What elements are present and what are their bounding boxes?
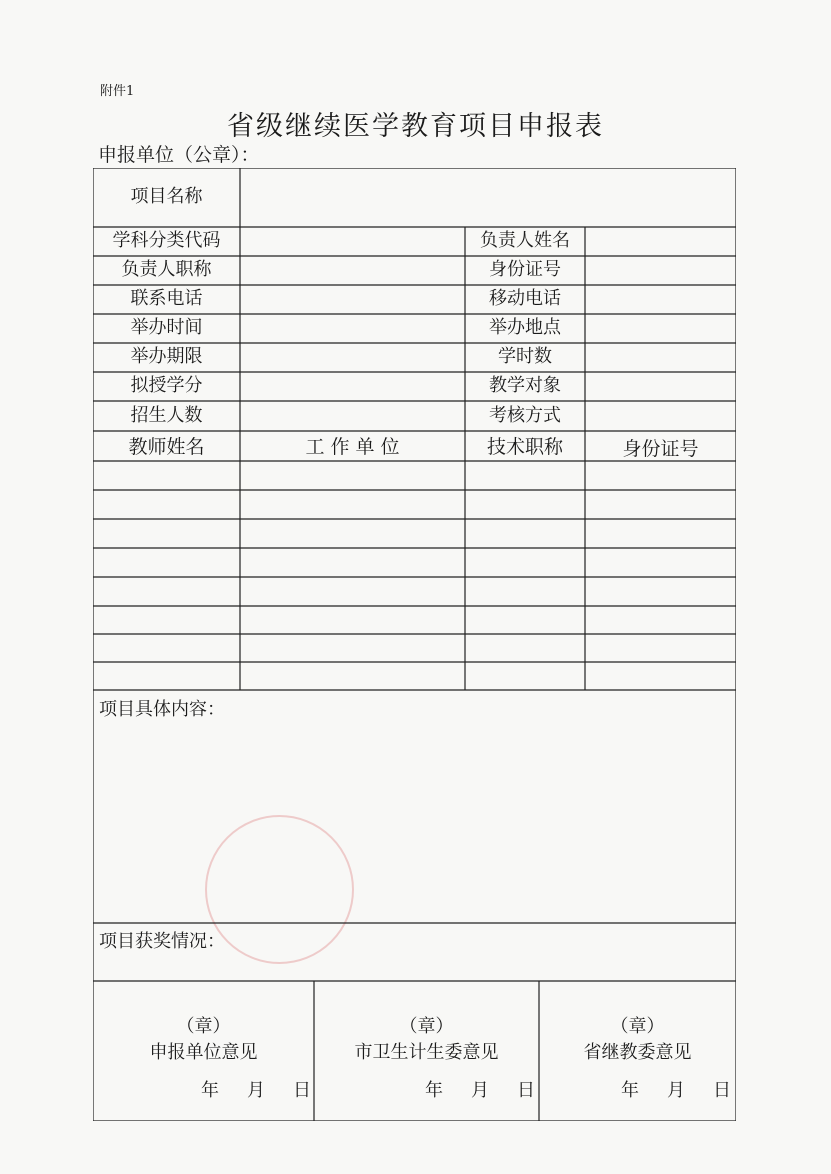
seal-placeholder: （章） bbox=[399, 1016, 454, 1037]
applicant-unit-label: 申报单位（公章）： bbox=[98, 144, 260, 166]
seal-placeholder: （章） bbox=[610, 1016, 665, 1037]
signature-label: 申报单位意见 bbox=[149, 1042, 258, 1063]
application-form bbox=[93, 168, 736, 1121]
header-teacher-id: 身份证号 bbox=[622, 438, 699, 460]
signature-block-province bbox=[539, 1014, 736, 1066]
label-project-awards: 项目获奖情况： bbox=[99, 931, 225, 952]
label-phone: 联系电话 bbox=[130, 288, 203, 309]
label-hold-time: 举办时间 bbox=[130, 317, 203, 338]
label-leader-name: 负责人姓名 bbox=[480, 230, 570, 251]
label-project-content: 项目具体内容： bbox=[99, 699, 225, 720]
seal-placeholder: （章） bbox=[176, 1016, 231, 1037]
label-class-hours: 学时数 bbox=[498, 346, 552, 367]
header-tech-title: 技术职称 bbox=[486, 436, 563, 458]
signature-block-city bbox=[314, 1014, 539, 1066]
header-work-unit: 工 作 单 位 bbox=[305, 436, 400, 458]
signature-label: 市卫生计生委意见 bbox=[354, 1042, 499, 1063]
signature-label: 省继教委意见 bbox=[583, 1042, 692, 1063]
header-teacher-name: 教师姓名 bbox=[128, 436, 205, 458]
label-mobile: 移动电话 bbox=[489, 288, 561, 309]
date-line-province: 年 月 日 bbox=[621, 1080, 731, 1101]
form-grid-lines bbox=[93, 168, 736, 1121]
label-leader-title: 负责人职称 bbox=[121, 259, 212, 280]
signature-block-applicant bbox=[93, 1014, 314, 1066]
label-project-name: 项目名称 bbox=[130, 186, 203, 207]
label-audience: 教学对象 bbox=[489, 375, 561, 396]
label-hold-place: 举办地点 bbox=[489, 317, 561, 338]
label-assessment: 考核方式 bbox=[489, 405, 561, 426]
page-title: 省级继续医学教育项目申报表 bbox=[227, 111, 604, 142]
label-enrollment: 招生人数 bbox=[130, 405, 203, 426]
label-hold-duration: 举办期限 bbox=[130, 346, 203, 367]
date-line-city: 年 月 日 bbox=[425, 1080, 535, 1101]
label-subject-code: 学科分类代码 bbox=[112, 230, 221, 251]
label-credits: 拟授学分 bbox=[130, 375, 203, 396]
attachment-label: 附件1 bbox=[100, 84, 135, 99]
label-id-number: 身份证号 bbox=[489, 259, 561, 280]
date-line-applicant: 年 月 日 bbox=[201, 1080, 311, 1101]
